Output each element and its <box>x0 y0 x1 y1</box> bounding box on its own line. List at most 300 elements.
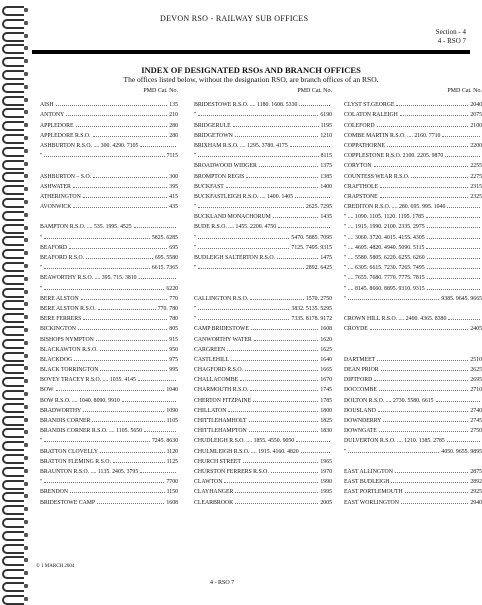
ring-arc <box>2 352 24 362</box>
leader-dots <box>44 441 150 442</box>
binding-ring <box>2 428 26 436</box>
index-entry <box>40 230 178 240</box>
leader-dots <box>70 492 165 493</box>
office-name: " <box>194 244 197 251</box>
leader-dots <box>447 441 480 442</box>
leader-dots <box>235 136 319 137</box>
binding-ring <box>2 121 26 129</box>
pmd-cat-number: 9385. 9645. 9665 <box>441 295 482 302</box>
leader-dots <box>81 299 168 300</box>
leader-dots <box>139 278 176 279</box>
pmd-cat-number: 2325 <box>470 193 482 200</box>
office-name: CHULMLEIGH R.S.O. .... 1915. 4160. 4820 <box>194 448 299 455</box>
pmd-cat-number: 6190 <box>320 112 332 119</box>
index-entry <box>344 271 482 281</box>
index-entry <box>40 455 178 465</box>
leader-dots <box>100 370 167 371</box>
office-name: " <box>344 295 347 302</box>
index-column-1 <box>40 88 178 506</box>
leader-dots <box>442 136 480 137</box>
leader-dots <box>381 370 469 371</box>
pmd-cat-number: 280 <box>169 122 178 129</box>
leader-dots <box>140 146 176 147</box>
index-entry <box>194 322 332 332</box>
leader-dots <box>273 217 319 218</box>
index-title: INDEX OF DESIGNATED RSOs AND BRANCH OFFICES <box>141 65 361 75</box>
index-entry <box>344 424 482 434</box>
binding-ring <box>2 32 26 40</box>
binding-ring <box>2 275 26 283</box>
index-subtitle: The offices listed below, without the designation RSO, are branch offices of an RSO. <box>123 75 379 84</box>
leader-dots <box>233 126 319 127</box>
index-entry <box>194 139 332 149</box>
leader-dots <box>348 299 439 300</box>
ring-arc <box>2 505 24 515</box>
office-name: BRADWORTHY <box>40 407 82 414</box>
index-entry <box>344 108 482 118</box>
header-divider <box>32 50 470 54</box>
pmd-cat-number: 1400 <box>320 183 332 190</box>
office-name: CRAPSTONE <box>344 193 378 200</box>
office-name: BEAWORTHY R.S.O. .... 395. 715. 3810 <box>40 275 137 282</box>
pmd-cat-number: 6220 <box>166 285 178 292</box>
binding-ring <box>2 377 26 385</box>
pmd-cat-number: 7700 <box>166 479 178 486</box>
binding-ring <box>2 224 26 232</box>
leader-dots <box>348 452 439 453</box>
leader-dots <box>246 177 318 178</box>
index-entry <box>40 200 178 210</box>
ring-arc <box>2 467 24 477</box>
ring-arc <box>2 121 24 131</box>
pmd-cat-number: 3832. 5135. 5295 <box>291 305 332 312</box>
index-entry <box>40 210 178 220</box>
punch-hole <box>24 533 28 537</box>
ring-arc <box>2 480 24 490</box>
index-entry <box>194 485 332 495</box>
pmd-cat-number: 1608 <box>166 499 178 506</box>
office-name: AVONWICK <box>40 204 72 211</box>
office-name: EAST PORTLEMOUTH <box>344 489 403 496</box>
pmd-cat-number: 5470. 5885. 7095 <box>291 234 332 241</box>
office-name: DIPTFORD <box>344 377 373 384</box>
leader-dots <box>138 380 176 381</box>
punch-hole <box>24 162 28 166</box>
leader-dots <box>113 462 165 463</box>
leader-dots <box>427 289 480 290</box>
pmd-cat-number: 435 <box>169 204 178 211</box>
index-entry <box>40 485 178 495</box>
office-name: BROADWOOD WIDGER <box>194 163 257 170</box>
pmd-cat-number: 1435 <box>320 214 332 221</box>
pmd-cat-number: 2925 <box>470 489 482 496</box>
leader-dots <box>144 431 176 432</box>
binding-ring <box>2 134 26 142</box>
office-name: BRIDESTOWE CAMP <box>40 499 96 506</box>
leader-dots <box>83 197 168 198</box>
leader-dots <box>74 360 167 361</box>
binding-ring <box>2 19 26 27</box>
index-entry <box>194 180 332 190</box>
office-name: " .... 3060. 3720. 4015. 4155. 4305 <box>344 234 425 241</box>
office-name: ASHBURTON – S.O. <box>40 173 92 180</box>
punch-hole <box>24 136 28 140</box>
binding-ring <box>2 454 26 462</box>
index-entry <box>194 261 332 271</box>
leader-dots <box>448 319 480 320</box>
leader-dots <box>378 411 469 412</box>
pmd-cat-number: 695 <box>169 244 178 251</box>
pmd-cat-number: 1608 <box>320 326 332 333</box>
ring-arc <box>2 211 24 221</box>
punch-hole <box>24 456 28 460</box>
office-name: CREDITON R.S.O. .... 280. 695. 995. 1040 <box>344 204 446 211</box>
office-name: CLAWTON <box>194 479 223 486</box>
index-entry <box>344 292 482 302</box>
pmd-cat-number: 2745 <box>470 418 482 424</box>
index-entry <box>40 475 178 485</box>
leader-dots <box>299 105 330 106</box>
pmd-cat-number: 995 <box>169 367 178 374</box>
index-entry <box>40 139 178 149</box>
leader-dots <box>97 503 164 504</box>
punch-hole <box>24 418 28 422</box>
office-name: CHURCH STREET <box>194 458 241 465</box>
leader-dots <box>44 156 164 157</box>
office-name: DEAN PRIOR <box>344 367 379 374</box>
binding-ring <box>2 211 26 219</box>
leader-dots <box>44 482 164 483</box>
pmd-cat-number: 8115 <box>320 153 332 160</box>
ring-arc <box>2 160 24 170</box>
binding-ring <box>2 198 26 206</box>
punch-hole <box>24 72 28 76</box>
index-entry <box>194 455 332 465</box>
ring-arc <box>2 326 24 336</box>
index-entry <box>40 108 178 118</box>
pmd-cat-number: 2040 <box>470 102 482 109</box>
office-name: " <box>194 305 197 312</box>
office-name: CHITTLEHAMHOLT <box>194 418 247 424</box>
office-name: " <box>194 265 197 272</box>
ring-arc <box>2 19 24 29</box>
index-entry <box>194 169 332 179</box>
ring-arc <box>2 224 24 234</box>
index-entry <box>344 139 482 149</box>
office-name: CHERTON FITZPAINE <box>194 397 252 404</box>
ring-arc <box>2 288 24 298</box>
index-entry <box>194 363 332 373</box>
ring-arc <box>2 262 24 272</box>
index-entry <box>40 169 178 179</box>
pmd-cat-number: 1120 <box>166 448 178 455</box>
leader-dots <box>73 207 167 208</box>
index-entry <box>40 363 178 373</box>
ring-arc <box>2 416 24 426</box>
punch-hole <box>24 238 28 242</box>
section-label: Section - 4 <box>435 28 466 36</box>
pmd-cat-number: 415 <box>169 193 178 200</box>
office-name: BERE ALSTON <box>40 295 79 302</box>
index-entry <box>194 118 332 128</box>
punch-hole <box>24 277 28 281</box>
leader-dots <box>44 238 150 239</box>
leader-dots <box>231 360 318 361</box>
office-name: COLEFORD <box>344 122 375 129</box>
office-name: DULVERTON R.S.O. .... 1210. 1385. 2785 <box>344 438 445 445</box>
binding-ring <box>2 44 26 52</box>
binding-ring <box>2 96 26 104</box>
office-name: BERE FERRERS <box>40 316 82 323</box>
pmd-cat-number: 210 <box>169 112 178 119</box>
index-entry <box>194 424 332 434</box>
leader-dots <box>96 340 167 341</box>
punch-hole <box>24 110 28 114</box>
office-name: BRIDGETOWN <box>194 132 233 139</box>
pmd-cat-number: 1105 <box>166 418 178 424</box>
leader-dots <box>411 177 468 178</box>
office-name: BLACKAWTON R.S.O. <box>40 346 98 353</box>
pmd-cat-number: 1475 <box>320 255 332 261</box>
office-name: BERE ALSTON R.S.O. <box>40 305 96 312</box>
office-name: BEAFORD R.S.O. <box>40 255 85 261</box>
leader-dots <box>387 146 468 147</box>
ring-arc <box>2 390 24 400</box>
index-entry <box>344 241 482 251</box>
index-entry <box>344 302 482 312</box>
pmd-cat-number: 2695 <box>470 377 482 384</box>
binding-ring <box>2 288 26 296</box>
leader-dots <box>250 299 304 300</box>
pmd-cat-number: 770 <box>169 295 178 302</box>
index-entry <box>344 98 482 108</box>
binding-ring <box>2 441 26 449</box>
index-entry <box>344 434 482 444</box>
index-entry <box>40 322 178 332</box>
index-entry <box>40 332 178 342</box>
binding-ring <box>2 364 26 372</box>
pmd-cat-number: 1385 <box>320 173 332 180</box>
office-name: CLAYHANGER <box>194 489 234 496</box>
office-name: DOUSLAND <box>344 407 376 414</box>
ring-arc <box>2 556 24 566</box>
punch-hole <box>24 571 28 575</box>
office-name: COPPATHORNE <box>344 142 386 149</box>
office-name: CHILLATON <box>194 407 227 414</box>
office-name: CHARMOUTH R.S.O. <box>194 387 249 394</box>
pmd-cat-number: 4050. 9655. 9895 <box>441 448 482 455</box>
office-name: BRANDIS CORNER <box>40 418 91 424</box>
office-name: " <box>194 153 197 160</box>
leader-dots <box>253 401 318 402</box>
leader-dots <box>383 421 468 422</box>
office-name: BUCKFASTLEIGH R.S.O. .... 1400. 1405 <box>194 193 294 200</box>
copyright-date: © 1 MARCH 2004 <box>36 564 75 569</box>
pmd-cat-number: 1620 <box>320 336 332 343</box>
ring-arc <box>2 236 24 246</box>
leader-dots <box>426 248 480 249</box>
binding-ring <box>2 147 26 155</box>
office-name: EAST WORLINGTON <box>344 499 399 506</box>
office-name: " <box>40 479 43 486</box>
index-entry <box>40 424 178 434</box>
leader-dots <box>86 258 153 259</box>
leader-dots <box>436 401 480 402</box>
leader-dots <box>224 482 318 483</box>
leader-dots <box>100 452 165 453</box>
ring-arc <box>2 198 24 208</box>
punch-hole <box>24 149 28 153</box>
index-entry <box>344 373 482 383</box>
ring-arc <box>2 108 24 118</box>
index-entry <box>194 230 332 240</box>
pmd-cat-number: 6615. 7365 <box>151 265 178 272</box>
leader-dots <box>198 268 304 269</box>
binding-ring <box>2 339 26 347</box>
column-header: PMD Cat. No. <box>297 88 332 94</box>
index-column-3 <box>344 88 482 506</box>
office-name: BRIXHAM R.S.O. .... 1295. 3780. 4175 <box>194 142 288 149</box>
punch-hole <box>24 264 28 268</box>
punch-hole <box>24 187 28 191</box>
punch-hole <box>24 341 28 345</box>
pmd-cat-number: 1195 <box>320 122 332 129</box>
index-entry <box>40 190 178 200</box>
office-name: COMBE MARTIN R.S.O. .... 2160. 7710 <box>344 132 441 139</box>
pmd-cat-number: 5825. 6285 <box>151 234 178 241</box>
punch-hole <box>24 584 28 588</box>
index-entry <box>40 292 178 302</box>
office-name: ATHERINGTON <box>40 193 81 200</box>
index-entry <box>194 281 332 291</box>
index-entry <box>344 149 482 159</box>
pmd-cat-number: 1150 <box>166 489 178 496</box>
office-name: BRANDIS CORNER R.S.O. .... 1105. 5650 <box>40 428 143 435</box>
index-entry <box>40 383 178 393</box>
office-name: BAMPTON R.S.O. .... 535. 1995. 4525 <box>40 224 132 231</box>
binding-ring <box>2 582 26 590</box>
pmd-cat-number: 1625 <box>320 346 332 353</box>
pmd-cat-number: 2510 <box>470 356 482 363</box>
leader-dots <box>240 380 318 381</box>
pmd-cat-number: 2750 <box>470 428 482 435</box>
punch-hole <box>24 328 28 332</box>
leader-dots <box>83 411 164 412</box>
ring-arc <box>2 147 24 157</box>
index-entry <box>194 129 332 139</box>
office-name: " .... 1090. 1105. 1120. 1195. 1785 <box>344 214 424 221</box>
binding-ring <box>2 57 26 65</box>
index-entry <box>344 159 482 169</box>
punch-hole <box>24 174 28 178</box>
ring-arc <box>2 6 24 16</box>
pmd-cat-number: 1090 <box>166 407 178 414</box>
office-name: COPPLESTONE R.S.O. 2100. 2205. 9870 <box>344 153 444 160</box>
index-entry <box>194 149 332 159</box>
leader-dots <box>380 197 469 198</box>
index-entry <box>194 343 332 353</box>
index-entry <box>194 108 332 118</box>
office-name: " .... 5580. 5805. 6220. 6255. 6260 <box>344 255 425 261</box>
ring-arc <box>2 428 24 438</box>
office-name: BEAFORD <box>40 244 68 251</box>
spiral-binding <box>0 0 30 600</box>
office-name: CLYST ST.GEORGE <box>344 102 395 109</box>
punch-hole <box>24 430 28 434</box>
pmd-cat-number: 950 <box>169 346 178 353</box>
index-entry <box>344 363 482 373</box>
pmd-cat-number: 1830 <box>320 428 332 435</box>
column-header: PMD Cat. No. <box>447 88 482 94</box>
ring-arc <box>2 582 24 592</box>
binding-ring <box>2 569 26 577</box>
leader-dots <box>401 503 468 504</box>
pmd-cat-number: 395 <box>169 183 178 190</box>
index-entry <box>40 129 178 139</box>
index-entry <box>40 98 178 108</box>
office-name: AISH <box>40 102 54 109</box>
index-entry <box>344 475 482 485</box>
ring-arc <box>2 364 24 374</box>
pmd-cat-number: 975 <box>169 356 178 363</box>
office-name: BICKINGTON <box>40 326 76 333</box>
ring-arc <box>2 569 24 579</box>
office-name: BOVEY TRACEY R.S.O. .... 1035. 4145 <box>40 377 136 384</box>
office-name: " <box>40 234 43 241</box>
binding-ring <box>2 160 26 168</box>
binding-ring <box>2 403 26 411</box>
leader-dots <box>296 441 330 442</box>
punch-hole <box>24 46 28 50</box>
index-entry <box>344 281 482 291</box>
office-name: BLACKDOG <box>40 356 73 363</box>
office-name: " .... 1915. 1990. 2100. 2335. 2975 <box>344 224 425 231</box>
index-entry <box>194 271 332 281</box>
pmd-cat-number: 135 <box>169 102 178 109</box>
office-name: CORYTON <box>344 163 372 170</box>
binding-ring <box>2 83 26 91</box>
office-name: BUCKLAND MONACHORUM <box>194 214 271 221</box>
office-name: " <box>344 448 347 455</box>
index-entry <box>194 220 332 230</box>
leader-dots <box>277 258 318 259</box>
leader-dots <box>427 278 480 279</box>
leader-dots <box>380 187 468 188</box>
leader-dots <box>92 421 164 422</box>
index-entry <box>40 444 178 454</box>
index-entry <box>194 495 332 505</box>
binding-ring <box>2 595 26 603</box>
pmd-cat-number: 2892. 6425 <box>305 265 332 272</box>
leader-dots <box>377 360 468 361</box>
leader-dots <box>377 126 469 127</box>
leader-dots <box>226 187 319 188</box>
index-entry <box>40 159 178 169</box>
ring-arc <box>2 441 24 451</box>
index-entry <box>40 495 178 505</box>
leader-dots <box>78 329 167 330</box>
index-entry <box>40 465 178 475</box>
office-name: BUCKFAST <box>194 183 224 190</box>
leader-dots <box>445 156 480 157</box>
punch-hole <box>24 34 28 38</box>
index-entry <box>40 149 178 159</box>
binding-ring <box>2 249 26 257</box>
pmd-cat-number: 1040 <box>166 387 178 394</box>
punch-hole <box>24 520 28 524</box>
ring-arc <box>2 275 24 285</box>
index-entry <box>344 414 482 424</box>
